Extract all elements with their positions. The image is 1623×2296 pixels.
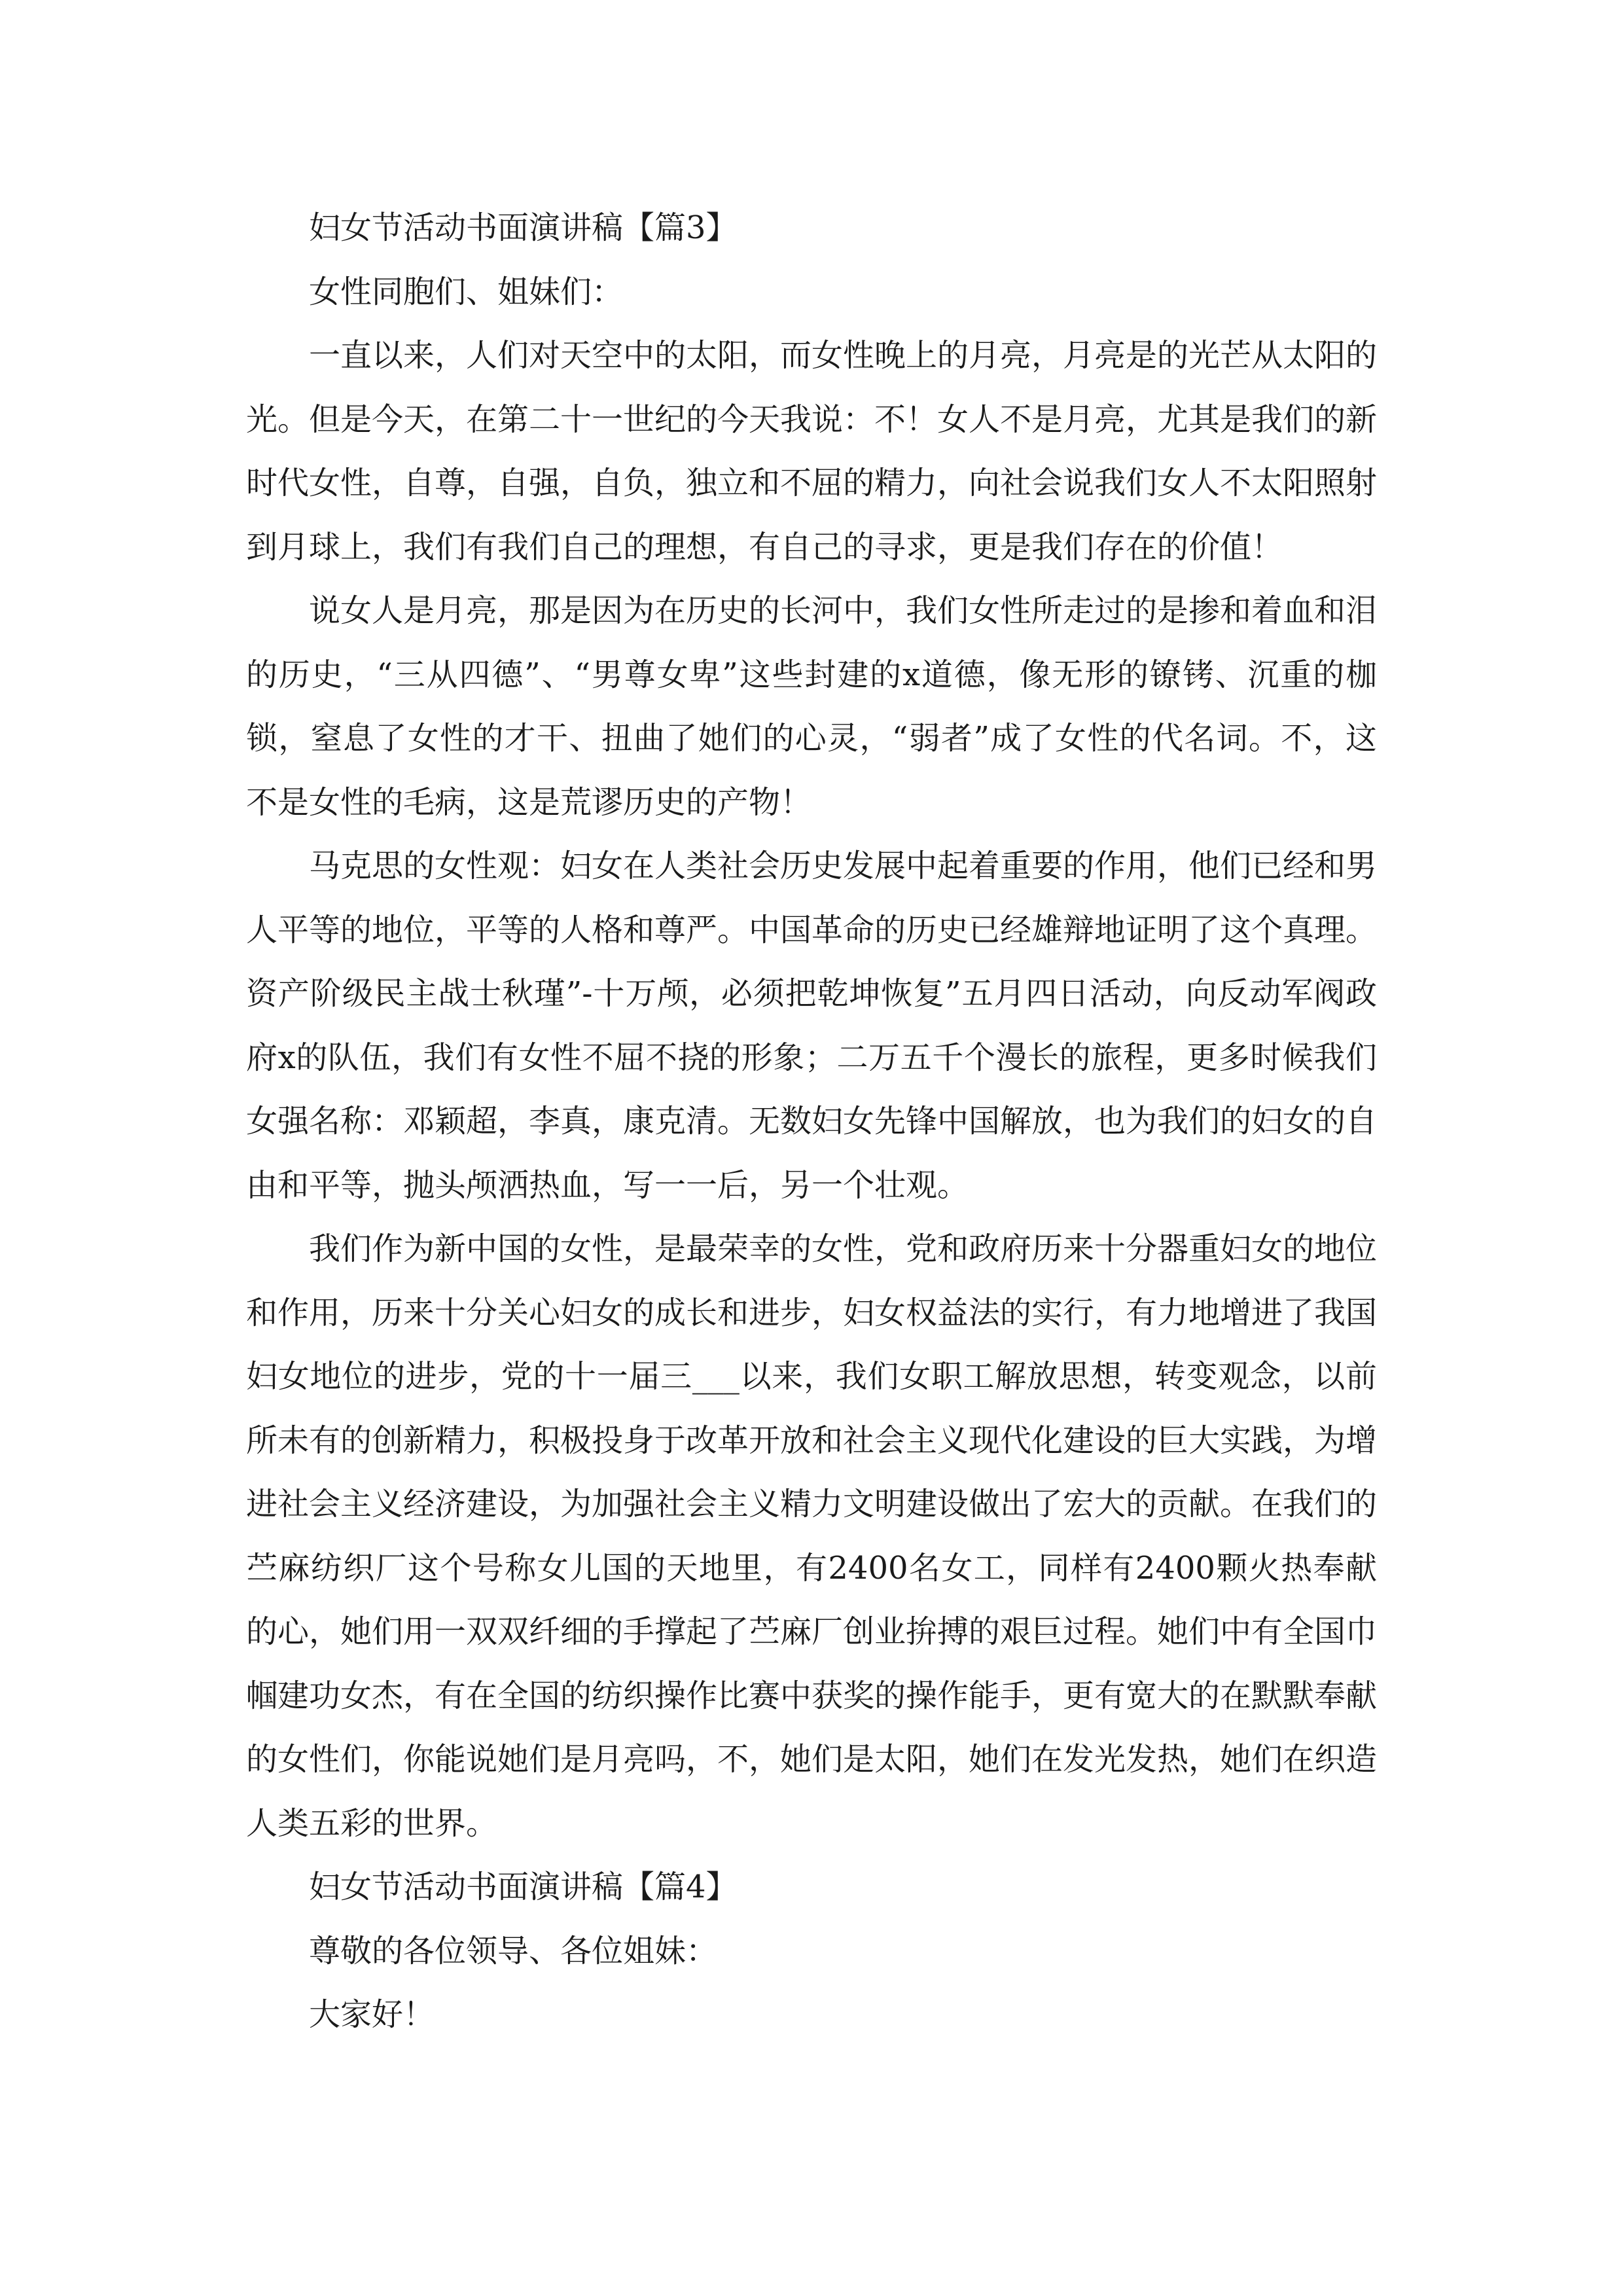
section-3-salutation: 女性同胞们、姐妹们： [309,273,624,310]
paragraph-history: 说女人是月亮，那是因为在历史的长河中，我们女性所走过的是掺和着血和泪的历史，“三从四德”、“男尊女卑”这些封建的x道德，像无形的镣铐、沉重的枷锁，窒息了女性的才干、扭曲了她们的心灵，“弱者”成了女性的代名词。不，这不是女性的毛病，这是荒谬历史的产物！ [246,592,1378,821]
section-4-title: 妇女节活动书面演讲稿【篇4】 [309,1869,738,1905]
document-body [246,196,1377,2047]
section-3-title: 妇女节活动书面演讲稿【篇3】 [309,209,738,246]
section-4-salutation: 尊敬的各位领导、各位姐妹： [309,1932,718,1969]
section-4-greeting: 大家好！ [309,1996,435,2033]
paragraph-marx-view: 马克思的女性观：妇女在人类社会历史发展中起着重要的作用，他们已经和男人平等的地位，平等的人格和尊严。中国革命的历史已经雄辩地证明了这个真理。资产阶级民主战士秋瑾”-十万颅，必须把乾坤恢复”五月四日活动，向反动军阀政府x的队伍，我们有女性不屈不挠的形象；二万五千个漫长的旅程，更多时候我们女强名称：邓颖超，李真，康克清。无数妇女先锋中国解放，也为我们的妇女的自由和平等，抛头颅洒热血，写一一后，另一个壮观。 [246,848,1378,1204]
paragraph-new-china-women: 我们作为新中国的女性，是最荣幸的女性，党和政府历来十分器重妇女的地位和作用，历来十分关心妇女的成长和进步，妇女权益法的实行，有力地增进了我国妇女地位的进步，党的十一届三___以来，我们女职工解放思想，转变观念，以前所未有的创新精力，积极投身于改革开放和社会主义现代化建设的巨大实践，为增进社会主义经济建设，为加强社会主义精力文明建设做出了宏大的贡献。在我们的苎麻纺织厂这个号称女儿国的天地里，有2400名女工，同样有2400颗火热奉献的心，她们用一双双纤细的手撑起了苎麻厂创业拚搏的艰巨过程。她们中有全国巾帼建功女杰，有在全国的纺织操作比赛中获奖的操作能手，更有宽大的在默默奉献的女性们，你能说她们是月亮吗，不，她们是太阳，她们在发光发热，她们在织造人类五彩的世界。 [246,1230,1378,1842]
paragraph-sun-not-moon: 一直以来，人们对天空中的太阳，而女性晚上的月亮，月亮是的光芒从太阳的光。但是今天，在第二十一世纪的今天我说：不！女人不是月亮，尤其是我们的新时代女性，自尊，自强，自负，独立和不屈的精力，向社会说我们女人不太阳照射到月球上，我们有我们自己的理想，有自己的寻求，更是我们存在的价值！ [246,337,1378,565]
